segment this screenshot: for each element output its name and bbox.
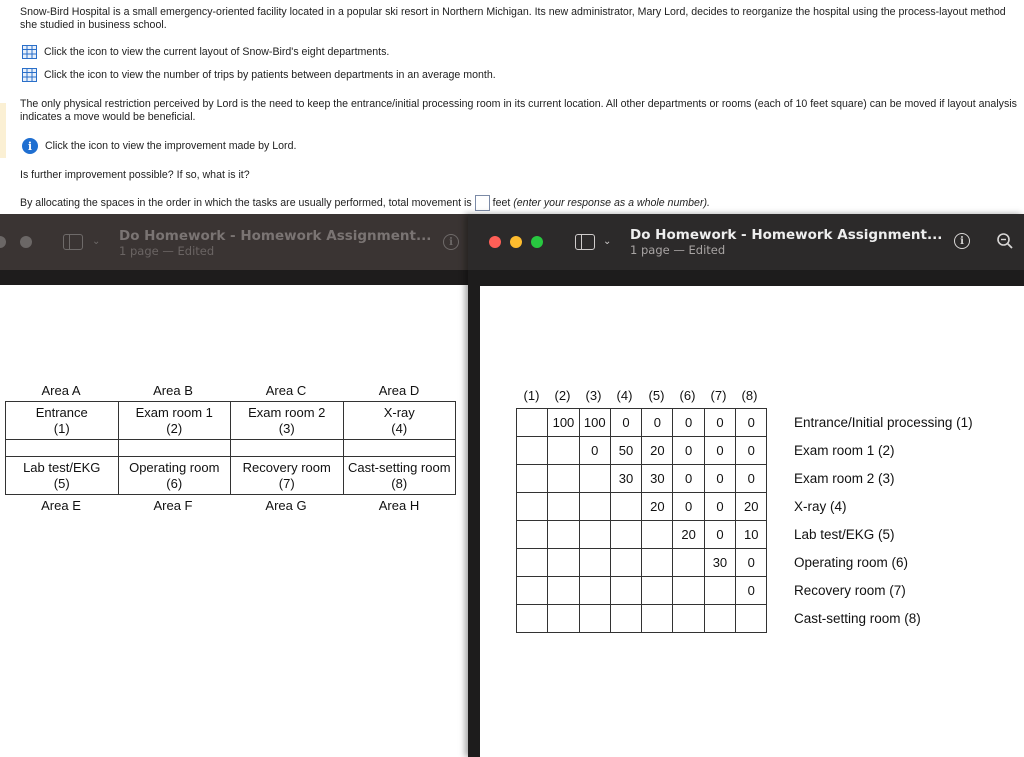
matrix-cell: 0: [579, 437, 610, 465]
column-header: (5): [648, 388, 665, 403]
matrix-cell: 0: [704, 465, 735, 493]
matrix-cell: [579, 493, 610, 521]
layout-cell: Exam room 2 (3): [231, 402, 344, 440]
close-button[interactable]: [0, 236, 6, 248]
layout-link-text: Click the icon to view the current layout of Snow-Bird's eight departments.: [44, 46, 390, 58]
matrix-cell: 0: [610, 409, 641, 437]
matrix-cell: [610, 493, 641, 521]
column-header: (7): [710, 388, 727, 403]
matrix-cell: [673, 549, 704, 577]
area-label: Area F: [153, 498, 193, 513]
improvement-link-row[interactable]: [22, 138, 296, 154]
matrix-cell: [704, 605, 735, 633]
matrix-cell: [517, 409, 548, 437]
trips-link-text: Click the icon to view the number of trips by patients between departments in an average month.: [44, 69, 496, 81]
sidebar-toggle-icon[interactable]: [63, 234, 83, 250]
answer-unit: feet: [492, 196, 511, 209]
answer-input[interactable]: [475, 195, 490, 211]
matrix-cell: [642, 605, 673, 633]
answer-hint: (enter your response as a whole number).: [513, 196, 710, 209]
answer-line: [20, 195, 710, 211]
hallway-cell: [6, 440, 119, 457]
table-icon[interactable]: [22, 68, 37, 82]
matrix-cell: [548, 549, 579, 577]
matrix-cell: [673, 605, 704, 633]
matrix-cell: [673, 577, 704, 605]
info-icon[interactable]: i: [954, 233, 970, 249]
matrix-cell: [517, 437, 548, 465]
layout-cell: Cast-setting room (8): [343, 457, 456, 495]
area-label: Area A: [41, 383, 81, 398]
matrix-cell: 30: [704, 549, 735, 577]
matrix-cell: 0: [673, 409, 704, 437]
matrix-cell: [610, 577, 641, 605]
matrix-cell: [517, 549, 548, 577]
window-title: Do Homework - Homework Assignment...: [630, 227, 943, 243]
matrix-cell: [517, 521, 548, 549]
matrix-cell: 0: [736, 465, 767, 493]
column-header: (8): [741, 388, 758, 403]
matrix-cell: [548, 605, 579, 633]
trips-link-row[interactable]: [22, 68, 496, 82]
layout-link-row[interactable]: [22, 45, 389, 59]
matrix-cell: 0: [704, 493, 735, 521]
matrix-cell: [517, 465, 548, 493]
matrix-cell: 0: [736, 409, 767, 437]
window-title: Do Homework - Homework Assignment...: [119, 228, 432, 244]
homework-panel: [0, 0, 1024, 214]
matrix-cell: [548, 465, 579, 493]
area-label: Area E: [41, 498, 81, 513]
hallway-cell: [343, 440, 456, 457]
layout-table: [5, 401, 456, 495]
info-icon[interactable]: i: [443, 234, 459, 250]
matrix-cell: 0: [704, 409, 735, 437]
toolbar-shadow: [468, 270, 1024, 286]
department-name: Cast-setting room (8): [794, 611, 921, 626]
matrix-row: [517, 437, 767, 465]
department-name: X-ray (4): [794, 499, 847, 514]
matrix-cell: [579, 605, 610, 633]
hallway-cell: [118, 440, 231, 457]
matrix-cell: 30: [642, 465, 673, 493]
minimize-button[interactable]: [20, 236, 32, 248]
layout-cell: Exam room 1 (2): [118, 402, 231, 440]
matrix-cell: [642, 521, 673, 549]
matrix-cell: [517, 493, 548, 521]
window-subtitle: 1 page — Edited: [119, 244, 215, 258]
zoom-button[interactable]: [531, 236, 543, 248]
matrix-cell: 10: [736, 521, 767, 549]
matrix-cell: [642, 549, 673, 577]
matrix-row: [517, 465, 767, 493]
restriction-text: The only physical restriction perceived by Lord is the need to keep the entrance/initial processing room in its current location. All other departments or rooms (each of 10 feet square) can be moved if layout analysis indicates a move would be beneficial.: [20, 98, 1017, 123]
matrix-cell: [642, 577, 673, 605]
hallway-cell: [231, 440, 344, 457]
close-button[interactable]: [489, 236, 501, 248]
layout-cell: Lab test/EKG (5): [6, 457, 119, 495]
department-name: Entrance/Initial processing (1): [794, 415, 973, 430]
layout-cell: Recovery room (7): [231, 457, 344, 495]
department-name: Lab test/EKG (5): [794, 527, 895, 542]
window-edge: [468, 286, 480, 757]
sidebar-toggle-icon[interactable]: [575, 234, 595, 250]
matrix-cell: 0: [704, 521, 735, 549]
matrix-cell: 0: [704, 437, 735, 465]
trip-matrix: [516, 408, 767, 633]
matrix-cell: 0: [736, 437, 767, 465]
area-label: Area D: [378, 383, 420, 398]
matrix-cell: [579, 577, 610, 605]
matrix-cell: [579, 549, 610, 577]
intro-text: Snow-Bird Hospital is a small emergency-oriented facility located in a popular ski resort in Northern Michigan. Its new administrator, Mary Lord, decides to reorganize the hospital using the process-layout method she studied in business school.: [20, 6, 1006, 31]
matrix-cell: 0: [736, 577, 767, 605]
matrix-cell: 0: [642, 409, 673, 437]
minimize-button[interactable]: [510, 236, 522, 248]
matrix-cell: 100: [548, 409, 579, 437]
highlight-bar: [0, 103, 6, 158]
matrix-cell: [517, 605, 548, 633]
matrix-cell: 30: [610, 465, 641, 493]
toolbar-shadow: [0, 270, 470, 285]
area-label: Area H: [378, 498, 420, 513]
matrix-cell: 100: [579, 409, 610, 437]
matrix-cell: [548, 493, 579, 521]
matrix-row: [517, 605, 767, 633]
matrix-cell: [610, 549, 641, 577]
area-label: Area G: [265, 498, 307, 513]
matrix-row: [517, 409, 767, 437]
window-subtitle: 1 page — Edited: [630, 243, 726, 257]
chevron-down-icon[interactable]: ⌄: [603, 236, 612, 247]
column-header: (1): [523, 388, 540, 403]
matrix-cell: 0: [673, 465, 704, 493]
column-header: (4): [616, 388, 633, 403]
answer-prefix: By allocating the spaces in the order in which the tasks are usually performed, total movement is: [20, 196, 472, 209]
layout-cell: X-ray (4): [343, 402, 456, 440]
zoom-search-icon[interactable]: [996, 232, 1014, 250]
matrix-cell: [736, 605, 767, 633]
matrix-cell: [704, 577, 735, 605]
area-label: Area B: [153, 383, 193, 398]
matrix-cell: 20: [642, 493, 673, 521]
matrix-cell: 20: [673, 521, 704, 549]
matrix-cell: 20: [642, 437, 673, 465]
matrix-cell: [579, 465, 610, 493]
department-name: Recovery room (7): [794, 583, 906, 598]
matrix-row: [517, 577, 767, 605]
table-icon[interactable]: [22, 45, 37, 59]
matrix-cell: [548, 577, 579, 605]
improvement-link-text: Click the icon to view the improvement made by Lord.: [45, 140, 297, 152]
matrix-cell: [610, 521, 641, 549]
matrix-cell: [579, 521, 610, 549]
matrix-cell: [610, 605, 641, 633]
department-name: Operating room (6): [794, 555, 909, 570]
matrix-cell: [548, 437, 579, 465]
info-icon[interactable]: i: [22, 138, 38, 154]
matrix-cell: 20: [736, 493, 767, 521]
column-header: (2): [554, 388, 571, 403]
question-text: Is further improvement possible? If so, what is it?: [20, 169, 250, 181]
matrix-cell: 0: [673, 437, 704, 465]
matrix-cell: 0: [736, 549, 767, 577]
chevron-down-icon[interactable]: ⌄: [92, 236, 101, 247]
column-header: (6): [679, 388, 696, 403]
layout-cell: Entrance (1): [6, 402, 119, 440]
matrix-cell: 0: [673, 493, 704, 521]
matrix-row: [517, 493, 767, 521]
layout-cell: Operating room (6): [118, 457, 231, 495]
matrix-row: [517, 549, 767, 577]
area-label: Area C: [265, 383, 307, 398]
matrix-cell: [548, 521, 579, 549]
column-header: (3): [585, 388, 602, 403]
department-name: Exam room 1 (2): [794, 443, 895, 458]
window-titlebar: [0, 214, 470, 270]
department-name: Exam room 2 (3): [794, 471, 895, 486]
matrix-row: [517, 521, 767, 549]
matrix-cell: 50: [610, 437, 641, 465]
matrix-cell: [517, 577, 548, 605]
window-titlebar: [468, 214, 1024, 270]
